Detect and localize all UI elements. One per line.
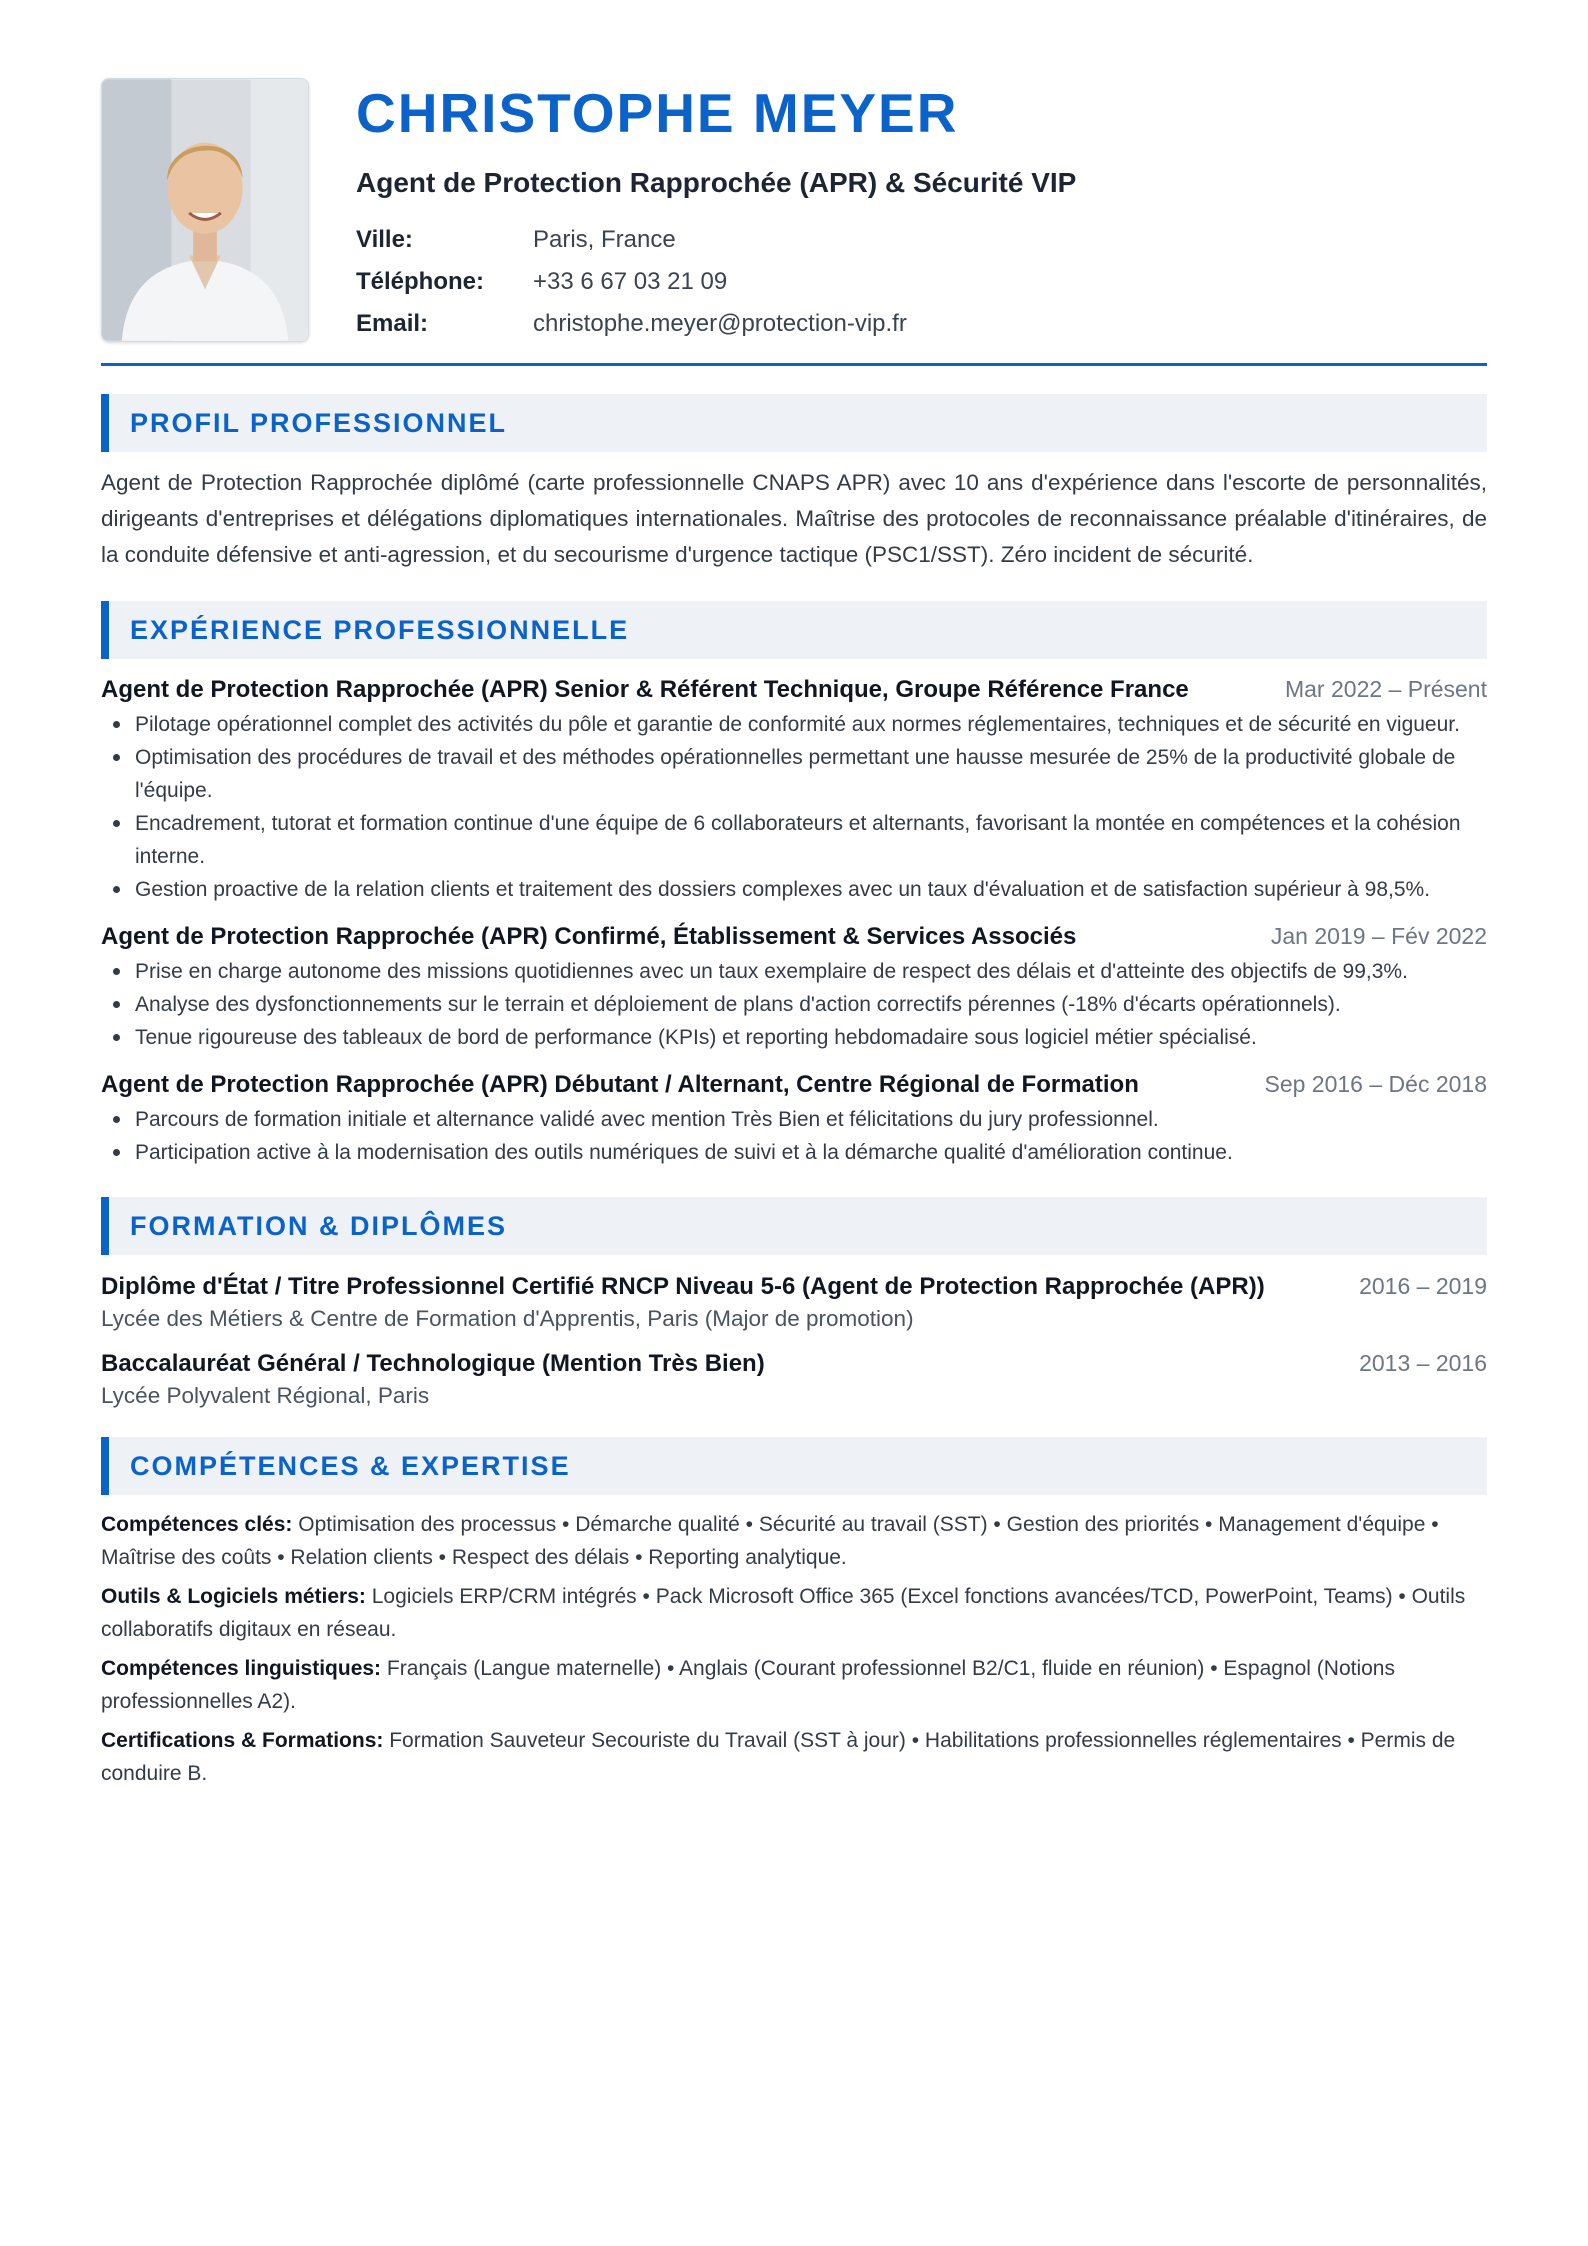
contact-label: Téléphone: xyxy=(356,268,485,295)
profile-text: Agent de Protection Rapprochée diplômé (carte professionnelle CNAPS APR) avec 10 ans d'expérience dans l'escorte de personnalités, dirigeants d'entreprises et délégations diplomatiques internationales. Maîtrise des protocoles de reconnaissance préalable d'itinéraires, de la conduite défensive et anti-agression, et du secourisme d'urgence tactique (PSC1/SST). Zéro incident de sécurité. xyxy=(101,470,1487,567)
bullet-item: Tenue rigoureuse des tableaux de bord de performance (KPIs) et reporting hebdomadaire sous logiciel métier spécialisé. xyxy=(101,1021,1487,1054)
experience-item xyxy=(101,676,1487,906)
bullet-item: Prise en charge autonome des missions quotidiennes avec un taux exemplaire de respect des délais et d'atteinte des objectifs de 99,3%. xyxy=(101,955,1487,988)
degree-title: Baccalauréat Général / Technologique (Mention Très Bien) xyxy=(101,1350,765,1377)
bullet-item: Parcours de formation initiale et alternance validé avec mention Très Bien et félicitations du jury professionnel. xyxy=(101,1103,1487,1136)
skill-label: Compétences clés: xyxy=(101,1513,293,1536)
section-title-profile: PROFIL PROFESSIONNEL xyxy=(101,394,1487,452)
skill-group xyxy=(101,1652,1487,1718)
candidate-name: CHRISTOPHE MEYER xyxy=(356,82,959,144)
contact-value: christophe.meyer@protection-vip.fr xyxy=(533,310,907,337)
school-name: Lycée des Métiers & Centre de Formation d'Apprentis, Paris (Major de promotion) xyxy=(101,1306,914,1331)
job-title: Agent de Protection Rapprochée (APR) Confirmé, Établissement & Services Associés xyxy=(101,923,1077,950)
job-bullets xyxy=(101,1103,1487,1169)
profile-photo xyxy=(101,78,309,342)
job-headline: Agent de Protection Rapprochée (APR) & Sécurité VIP xyxy=(356,167,1077,198)
contact-label: Ville: xyxy=(356,226,413,253)
skill-text: Français (Langue maternelle) • Anglais (Courant professionnel B2/C1, fluide en réunion) • Espagnol (Notions professionnelles A2). xyxy=(101,1657,1395,1713)
experience-item xyxy=(101,1071,1487,1169)
section-title-education: FORMATION & DIPLÔMES xyxy=(101,1197,1487,1255)
skills-list xyxy=(101,1508,1487,1790)
contact-email xyxy=(356,303,1076,345)
skill-text: Optimisation des processus • Démarche qualité • Sécurité au travail (SST) • Gestion des priorités • Management d'équipe • Maîtrise des coûts • Relation clients • Respect des délais • Reporting analytique. xyxy=(101,1513,1439,1569)
bullet-item: Analyse des dysfonctionnements sur le terrain et déploiement de plans d'action correctifs pérennes (-18% d'écarts opérationnels). xyxy=(101,988,1487,1021)
bullet-item: Gestion proactive de la relation clients et traitement des dossiers complexes avec un taux d'évaluation et de satisfaction supérieur à 98,5%. xyxy=(101,873,1487,906)
degree-date: 2013 – 2016 xyxy=(1359,1350,1487,1376)
contact-list xyxy=(356,219,1076,345)
school-name: Lycée Polyvalent Régional, Paris xyxy=(101,1383,430,1408)
job-date: Mar 2022 – Présent xyxy=(1284,676,1487,702)
skill-group xyxy=(101,1508,1487,1574)
bullet-item: Participation active à la modernisation des outils numériques de suivi et à la démarche qualité d'amélioration continue. xyxy=(101,1136,1487,1169)
job-title: Agent de Protection Rapprochée (APR) Débutant / Alternant, Centre Régional de Formation xyxy=(101,1071,1139,1098)
job-title: Agent de Protection Rapprochée (APR) Senior & Référent Technique, Groupe Référence France xyxy=(101,676,1189,703)
contact-value: +33 6 67 03 21 09 xyxy=(533,268,728,295)
job-bullets xyxy=(101,955,1487,1054)
section-title-experience: EXPÉRIENCE PROFESSIONNELLE xyxy=(101,601,1487,659)
skill-label: Compétences linguistiques: xyxy=(101,1657,382,1680)
job-bullets xyxy=(101,708,1487,906)
resume-header xyxy=(101,78,1487,366)
contact-phone xyxy=(356,261,1076,303)
contact-value: Paris, France xyxy=(533,226,676,253)
degree-title: Diplôme d'État / Titre Professionnel Certifié RNCP Niveau 5-6 (Agent de Protection Rapprochée (APR)) xyxy=(101,1273,1265,1300)
skill-label: Outils & Logiciels métiers: xyxy=(101,1585,366,1608)
education-item xyxy=(101,1273,1487,1332)
section-title-skills: COMPÉTENCES & EXPERTISE xyxy=(101,1437,1487,1495)
skill-text: Formation Sauveteur Secouriste du Travail (SST à jour) • Habilitations professionnelles réglementaires • Permis de conduire B. xyxy=(101,1729,1456,1785)
bullet-item: Encadrement, tutorat et formation continue d'une équipe de 6 collaborateurs et alternants, favorisant la montée en compétences et la cohésion interne. xyxy=(101,807,1487,873)
job-date: Jan 2019 – Fév 2022 xyxy=(1270,923,1487,949)
education-item xyxy=(101,1350,1487,1409)
skill-group xyxy=(101,1580,1487,1646)
bullet-item: Optimisation des procédures de travail et des méthodes opérationnelles permettant une hausse mesurée de 25% de la productivité globale de l'équipe. xyxy=(101,741,1487,807)
job-date: Sep 2016 – Déc 2018 xyxy=(1264,1071,1487,1097)
experience-item xyxy=(101,923,1487,1054)
skill-label: Certifications & Formations: xyxy=(101,1729,384,1752)
bullet-item: Pilotage opérationnel complet des activités du pôle et garantie de conformité aux normes réglementaires, techniques et de sécurité en vigueur. xyxy=(101,708,1487,741)
header-info xyxy=(356,78,1076,345)
degree-date: 2016 – 2019 xyxy=(1359,1273,1487,1299)
contact-label: Email: xyxy=(356,310,429,337)
contact-city xyxy=(356,219,1076,261)
skill-group xyxy=(101,1724,1487,1790)
skill-text: Logiciels ERP/CRM intégrés • Pack Microsoft Office 365 (Excel fonctions avancées/TCD, PowerPoint, Teams) • Outils collaboratifs digitaux en réseau. xyxy=(101,1585,1466,1641)
